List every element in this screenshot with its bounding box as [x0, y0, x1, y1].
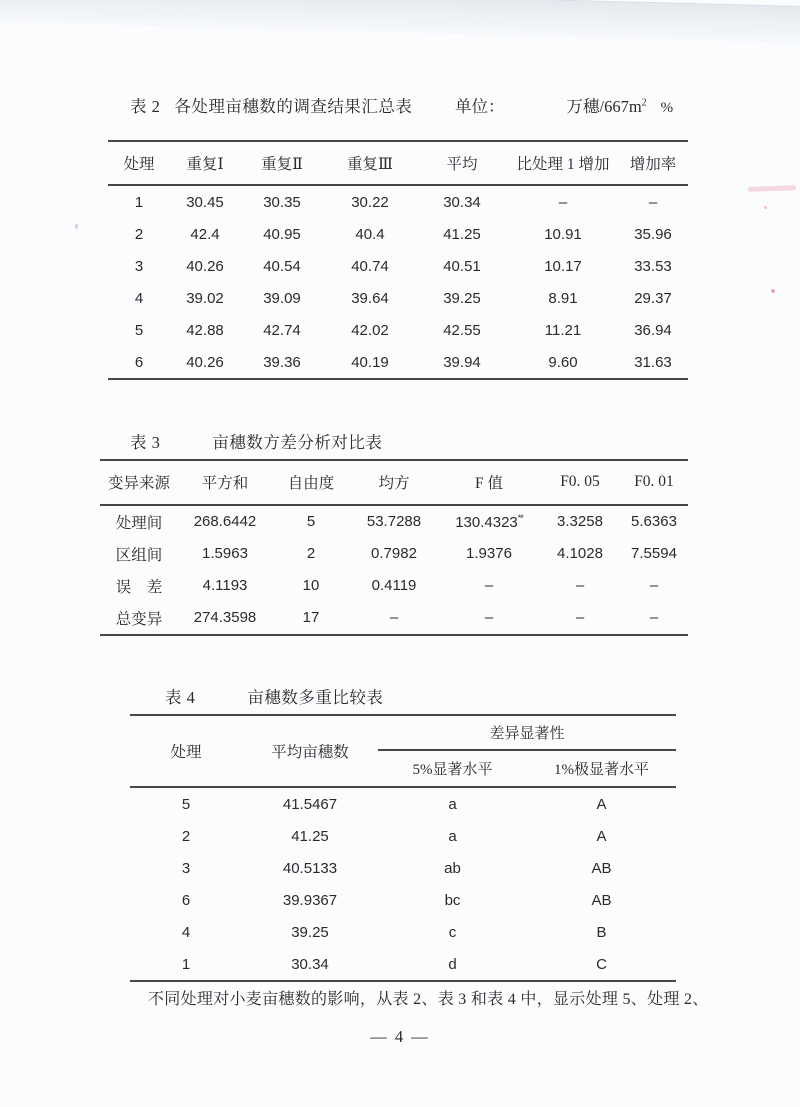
- table4-significance-group: [378, 716, 676, 786]
- table-cell: 33.53: [634, 257, 672, 275]
- table-cell: 40.26: [186, 353, 224, 371]
- table-cell: bc: [444, 891, 461, 909]
- table4-title: [165, 684, 383, 708]
- table-cell: 1: [134, 193, 144, 211]
- column-header: 重复Ⅲ: [347, 156, 393, 173]
- table-cell: 10.17: [544, 257, 582, 275]
- table-cell: 3: [181, 859, 191, 877]
- table-cell: 误 差: [115, 578, 163, 596]
- table-cell: 0.7982: [371, 545, 417, 562]
- table-cell: –: [575, 609, 585, 626]
- column-header: 重复Ⅱ: [261, 156, 303, 173]
- column-header: 处理: [123, 156, 155, 173]
- table-cell: 3.3258: [557, 513, 603, 530]
- table2-header: [108, 142, 688, 184]
- table4-label: 表 4: [165, 688, 196, 707]
- table-cell: 42.02: [351, 321, 389, 339]
- table-cell: 53.7288: [366, 513, 422, 530]
- column-header: 均方: [378, 475, 410, 492]
- table3-title: [130, 429, 382, 453]
- table3-bottom-rule: [100, 634, 688, 636]
- table2-body: [108, 186, 688, 378]
- table-cell: 41.5467: [282, 795, 338, 813]
- table4-col-sig1: 1%极显著水平: [554, 761, 649, 778]
- table-cell: 1.9376: [466, 545, 512, 562]
- table4-col-sig-group: 差异显著性: [489, 726, 565, 742]
- body-paragraph: 不同处理对小麦亩穗数的影响，从表 2、表 3 和表 4 中，显示处理 5、处理 2、: [148, 991, 709, 1008]
- table4-bottom-rule: [130, 980, 676, 982]
- table-cell: 1: [181, 955, 191, 973]
- unit-superscript: 2: [641, 97, 647, 109]
- table-row: [108, 314, 688, 346]
- table2-title: [130, 93, 412, 117]
- table-row: [130, 852, 676, 884]
- table-cell: 4: [134, 289, 144, 307]
- table-cell: 39.36: [263, 353, 301, 371]
- table4-subheader: [378, 751, 676, 787]
- table-cell: 3: [134, 257, 144, 275]
- table-cell: 29.37: [634, 289, 672, 307]
- scan-speck: [75, 224, 78, 229]
- table-cell: 42.4: [190, 225, 220, 243]
- column-header: F0. 05: [560, 473, 600, 490]
- unit-value: 万穗$/667m^2$: [566, 97, 647, 116]
- table-cell: A: [596, 827, 607, 845]
- table-cell: –: [575, 577, 585, 594]
- table-cell: –: [558, 193, 568, 211]
- table-cell: 40.19: [351, 353, 389, 371]
- table-cell: ab: [444, 859, 461, 877]
- table-cell: 40.95: [263, 225, 301, 243]
- table-cell: 5.6363: [631, 513, 677, 530]
- table-cell: 30.22: [351, 193, 389, 211]
- table-cell: 总变异: [115, 610, 163, 628]
- table3-body: [100, 506, 688, 634]
- table-cell: 4.1028: [557, 545, 603, 562]
- table-row: [130, 884, 676, 916]
- table-cell: 2: [134, 225, 144, 243]
- table-row: [130, 948, 676, 980]
- table-cell: 268.6442: [193, 513, 257, 530]
- table-row: [108, 218, 688, 250]
- scanner-edge-band: [0, 0, 800, 45]
- table-cell: C: [596, 955, 607, 973]
- table-row: [130, 820, 676, 852]
- table2-title-text: 各处理亩穗数的调查结果汇总表: [174, 97, 413, 116]
- table-cell: 40.4: [355, 225, 385, 243]
- table4-col-mean: 平均亩穗数: [271, 744, 349, 761]
- table-cell: B: [596, 923, 607, 941]
- table-row: [100, 538, 688, 570]
- table-cell: 2: [306, 545, 316, 562]
- table-cell: 42.88: [186, 321, 224, 339]
- column-header: 平均: [446, 156, 478, 173]
- column-header: F 值: [475, 475, 503, 492]
- table4-col-treatment: 处理: [170, 744, 202, 761]
- table-row: [108, 282, 688, 314]
- table-cell: 40.74: [351, 257, 389, 275]
- table4-header: [130, 716, 676, 786]
- table-cell: 39.64: [351, 289, 389, 307]
- table-row: [130, 788, 676, 820]
- table3-title-text: 亩穗数方差分析对比表: [212, 433, 383, 452]
- page-number: — 4 —: [370, 1027, 430, 1046]
- table4-body: [130, 788, 676, 980]
- table-cell: 36.94: [634, 321, 672, 339]
- table2-bottom-rule: [108, 378, 688, 380]
- column-header: F0. 01: [634, 473, 674, 490]
- table-cell: 5: [306, 513, 316, 530]
- table-cell: 39.94: [443, 353, 481, 371]
- table-cell: 5: [134, 321, 144, 339]
- table4-title-text: 亩穗数多重比较表: [247, 688, 384, 707]
- column-header: 增加率: [629, 156, 677, 173]
- column-header: 变异来源: [107, 475, 170, 492]
- significance-marker: **: [517, 512, 523, 523]
- table-cell: –: [389, 609, 399, 626]
- table-cell: d: [448, 955, 457, 973]
- table-cell: 42.74: [263, 321, 301, 339]
- table-row: [130, 916, 676, 948]
- table-cell: a: [448, 827, 457, 845]
- table-cell: –: [649, 609, 659, 626]
- table3: [100, 459, 688, 636]
- table2-label: 表 2: [130, 97, 161, 116]
- table-cell: 4.1193: [202, 577, 248, 594]
- scan-speck: [764, 206, 767, 209]
- table-cell: 10.91: [544, 225, 582, 243]
- table-cell: AB: [591, 891, 612, 909]
- table-cell: 31.63: [634, 353, 672, 371]
- column-header: 重复Ⅰ: [186, 156, 224, 173]
- table2-unit: [455, 93, 673, 117]
- table-cell: 9.60: [548, 353, 578, 371]
- table-cell: AB: [591, 859, 612, 877]
- table-row: [100, 602, 688, 634]
- table-cell: 40.5133: [282, 859, 338, 877]
- column-header: 比处理 1 增加: [516, 156, 610, 173]
- table-cell: 35.96: [634, 225, 672, 243]
- unit-label: 单位：: [455, 97, 505, 116]
- table-cell: –: [484, 577, 494, 594]
- table-cell: 39.09: [263, 289, 301, 307]
- table-cell: 0.4119: [371, 577, 417, 594]
- table-cell: 42.55: [443, 321, 481, 339]
- table-cell: 39.25: [443, 289, 481, 307]
- scan-speck: [771, 289, 775, 293]
- table-cell: 10: [302, 577, 320, 594]
- table-cell: 41.25: [443, 225, 481, 243]
- table-cell: 7.5594: [631, 545, 677, 562]
- table-cell: 8.91: [548, 289, 578, 307]
- table-cell: 30.34: [443, 193, 481, 211]
- table-cell: 17: [302, 609, 320, 626]
- table4-col-sig5: 5%显著水平: [412, 761, 493, 778]
- table-cell: a: [448, 795, 457, 813]
- scan-smudge: [748, 185, 796, 192]
- table-row: [108, 346, 688, 378]
- table-cell: 4: [181, 923, 191, 941]
- table-row: [108, 186, 688, 218]
- table-cell: 1.5963: [202, 545, 248, 562]
- table3-header: [100, 461, 688, 504]
- table-cell: 41.25: [291, 827, 329, 845]
- table-cell: 30.35: [263, 193, 301, 211]
- table3-label: 表 3: [130, 433, 161, 452]
- table-cell: 11.21: [544, 321, 582, 339]
- table-cell: 39.02: [186, 289, 224, 307]
- table-cell: 40.26: [186, 257, 224, 275]
- table-cell: 30.34: [291, 955, 329, 973]
- table-cell: –: [648, 193, 658, 211]
- table-cell: 6: [134, 353, 144, 371]
- table-cell: 处理间: [115, 514, 163, 532]
- table-cell: 39.9367: [282, 891, 338, 909]
- table-cell: 40.51: [443, 257, 481, 275]
- table-cell: A: [596, 795, 607, 813]
- table-cell: 6: [181, 891, 191, 909]
- table-cell: c: [448, 923, 457, 941]
- table-cell: 40.54: [263, 257, 301, 275]
- table-row: [108, 250, 688, 282]
- table-cell: 274.3598: [193, 609, 257, 626]
- table-cell: –: [649, 577, 659, 594]
- table-cell: 39.25: [291, 923, 329, 941]
- table-cell: 5: [181, 795, 191, 813]
- table-cell: 30.45: [186, 193, 224, 211]
- unit-percent: %: [660, 100, 674, 116]
- table-cell: 2: [181, 827, 191, 845]
- column-header: 平方和: [201, 475, 249, 492]
- column-header: 自由度: [287, 475, 335, 492]
- table-cell: 130.4323**: [455, 512, 523, 531]
- table4: [130, 714, 676, 982]
- table-row: [100, 570, 688, 602]
- table-row: [100, 506, 688, 538]
- table2: [108, 140, 688, 380]
- table-cell: 区组间: [115, 546, 163, 564]
- table-cell: –: [484, 609, 494, 626]
